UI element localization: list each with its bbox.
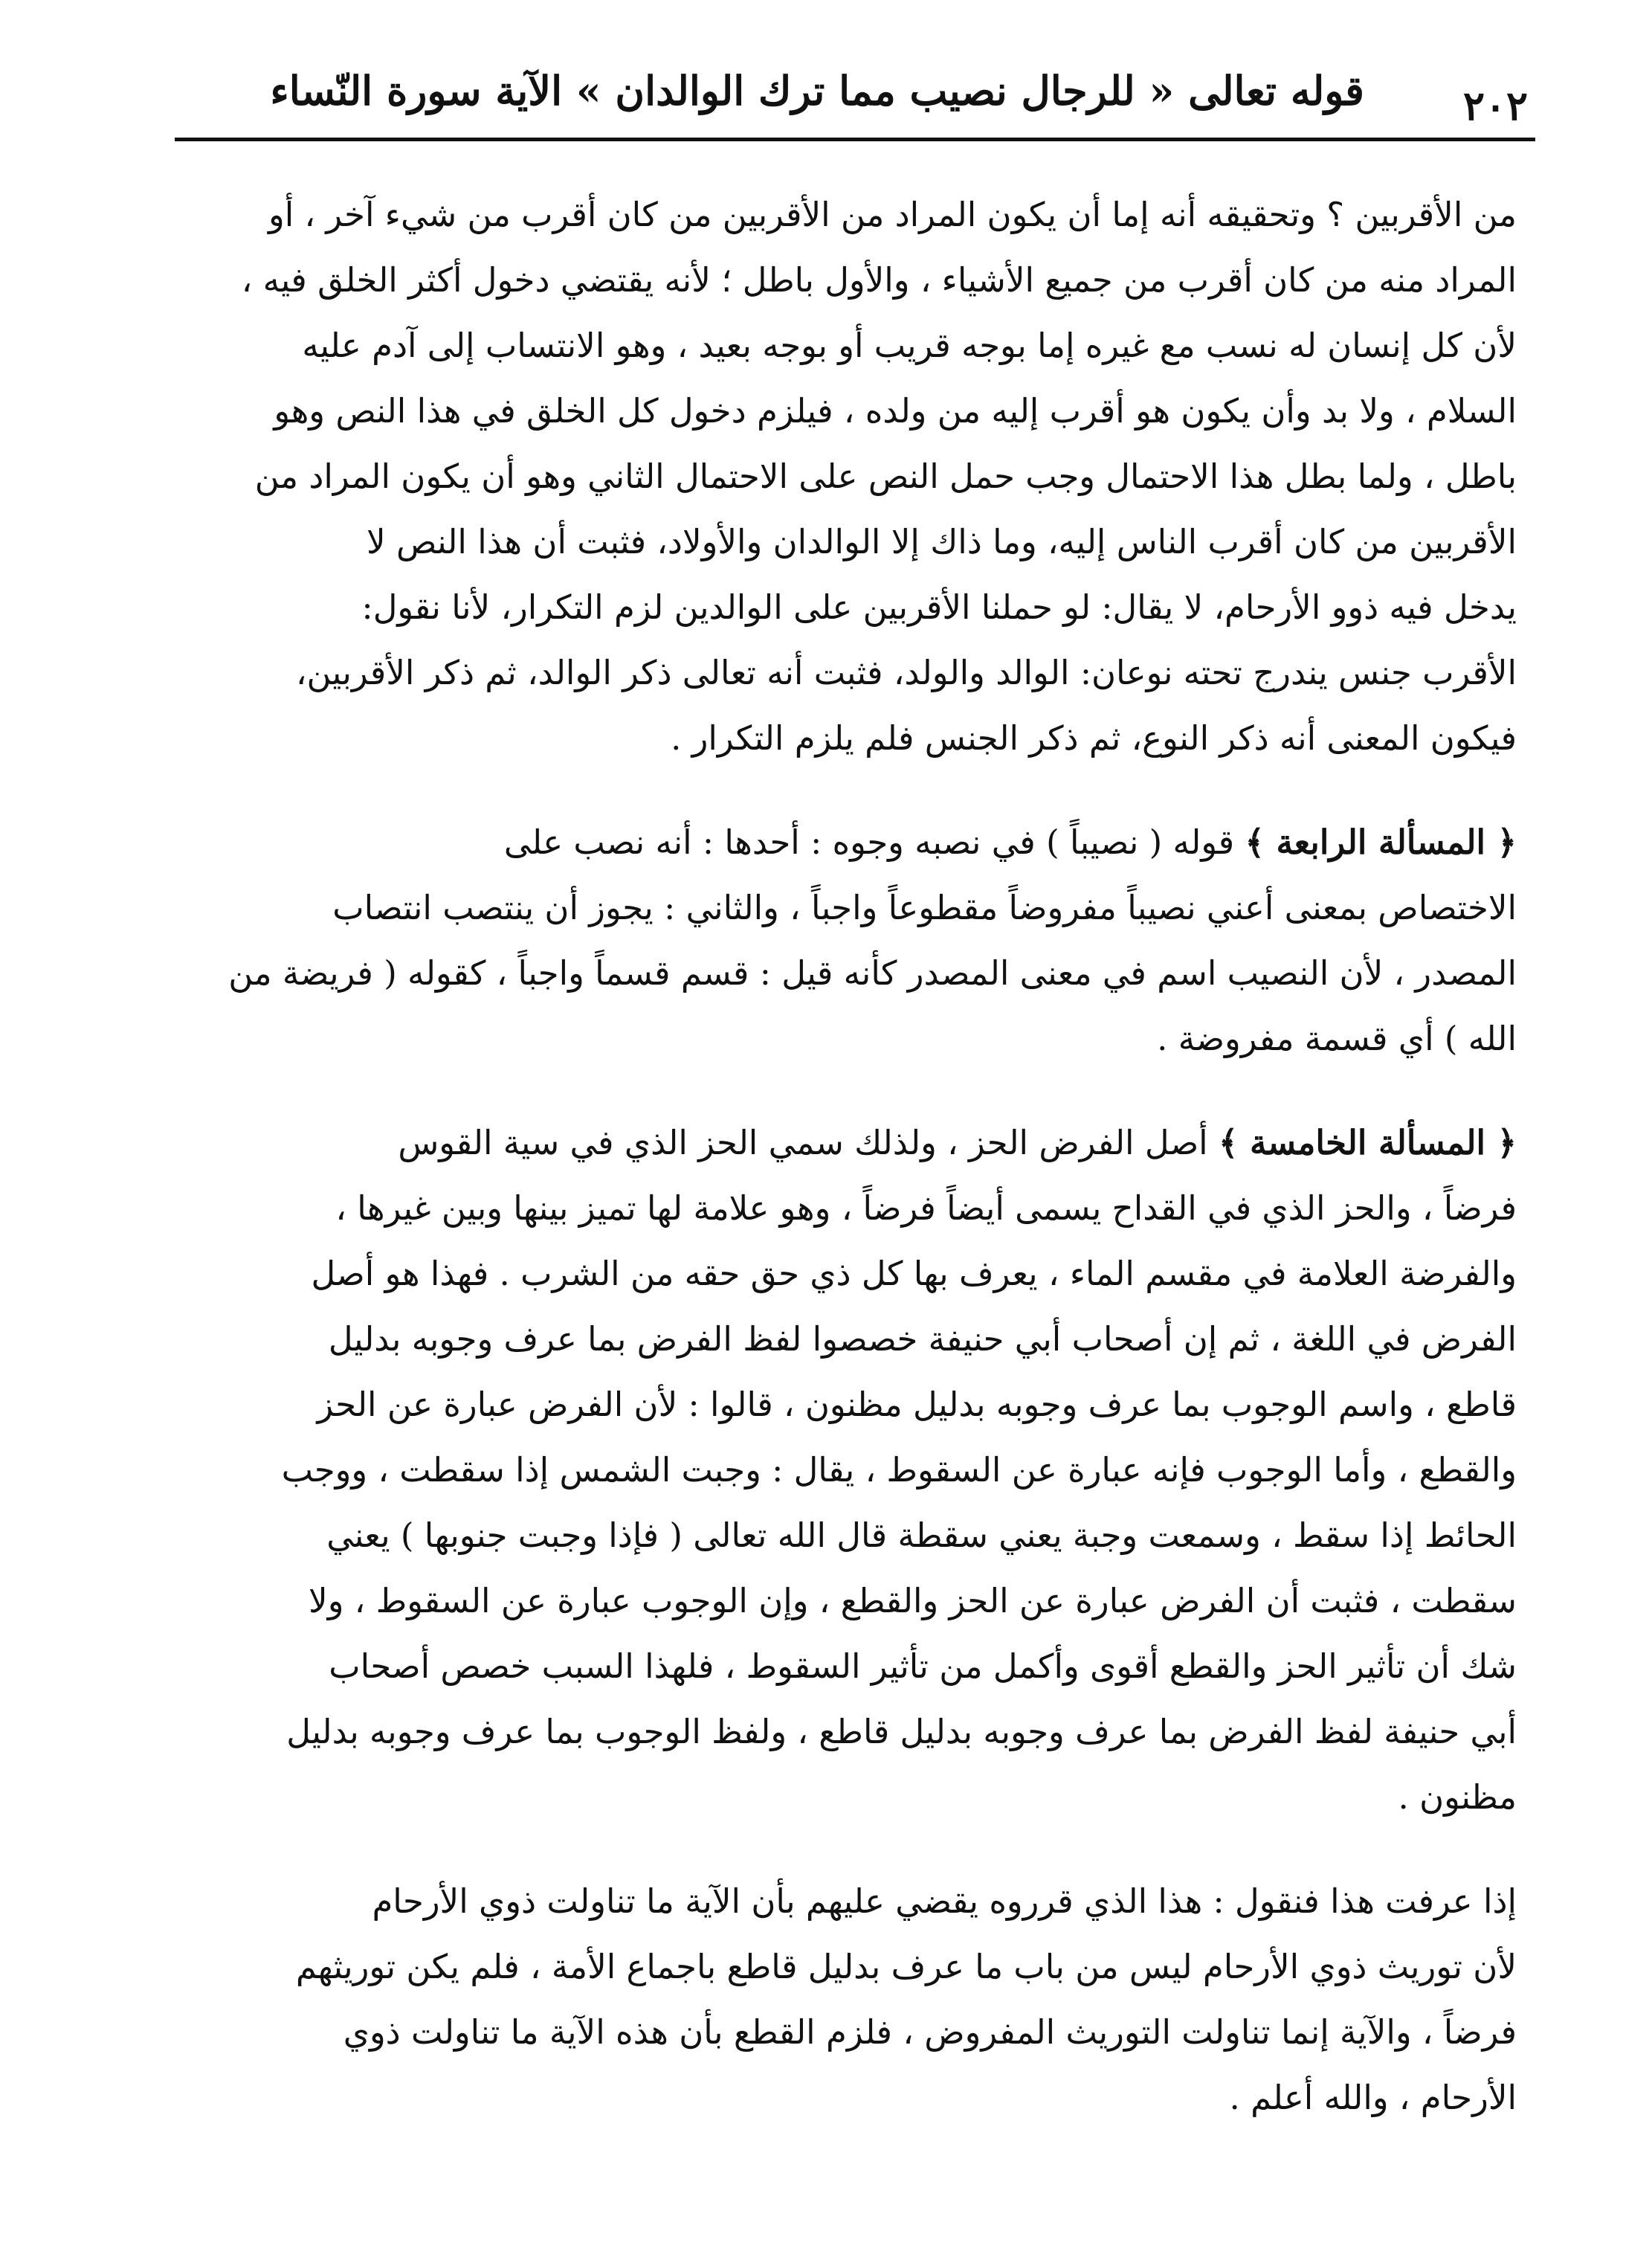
line-text: أصل الفرض الحز ، ولذلك سمي الحز الذي في سية القوس bbox=[398, 1123, 1208, 1162]
text-line: لأن كل إنسان له نسب مع غيره إما بوجه قريب أو بوجه بعيد ، وهو الانتساب إلى آدم عليه bbox=[302, 326, 1517, 365]
text-line bbox=[156, 1110, 1517, 1176]
text-line: لأن توريث ذوي الأرحام ليس من باب ما عرف بدليل قاطع باجماع الأمة ، فلم يكن توريثهم bbox=[295, 1947, 1517, 1986]
header-rule bbox=[175, 138, 1535, 141]
text-line: الاختصاص بمعنى أعني نصيباً مفروضاً مقطوعاً واجباً ، والثاني : يجوز أن ينتصب انتصاب bbox=[332, 888, 1517, 927]
text-line: والفرضة العلامة في مقسم الماء ، يعرف بها كل ذي حق حقه من الشرب . فهذا هو أصل bbox=[311, 1254, 1517, 1293]
paragraph-gap bbox=[156, 771, 1517, 810]
text-line: شك أن تأثير الحز والقطع أقوى وأكمل من تأثير السقوط ، فلهذا السبب خصص أصحاب bbox=[329, 1646, 1517, 1686]
page-header bbox=[175, 52, 1535, 141]
section-title: ﴿ المسألة الخامسة ﴾ bbox=[1218, 1123, 1517, 1162]
text-line: أبي حنيفة لفظ الفرض بما عرف وجوبه بدليل قاطع ، ولفظ الوجوب بما عرف وجوبه بدليل bbox=[286, 1712, 1517, 1751]
text-line: إذا عرفت هذا فنقول : هذا الذي قرروه يقضي عليهم بأن الآية ما تناولت ذوي الأرحام bbox=[372, 1881, 1517, 1921]
text-line: والقطع ، وأما الوجوب فإنه عبارة عن السقوط ، يقال : وجبت الشمس إذا سقطت ، ووجب bbox=[281, 1450, 1517, 1490]
running-title: قوله تعالى « للرجال نصيب مما ترك الوالدان » الآية سورة النّساء bbox=[270, 67, 1364, 115]
text-line: فرضاً ، والحز الذي في القداح يسمى أيضاً فرضاً ، وهو علامة لها تميز بينها وبين غيرها ، bbox=[335, 1188, 1517, 1228]
text-line: قاطع ، واسم الوجوب بما عرف وجوبه بدليل مظنون ، قالوا : لأن الفرض عبارة عن الحز bbox=[317, 1385, 1517, 1424]
text-line: السلام ، ولا بد وأن يكون هو أقرب إليه من ولده ، فيلزم دخول كل الخلق في هذا النص وهو bbox=[274, 391, 1517, 431]
text-line: مظنون . bbox=[1398, 1777, 1517, 1817]
paragraph-gap bbox=[156, 1830, 1517, 1869]
paragraph-3 bbox=[156, 1110, 1517, 1830]
text-line: الفرض في اللغة ، ثم إن أصحاب أبي حنيفة خصصوا لفظ الفرض بما عرف وجوبه بدليل bbox=[328, 1319, 1517, 1359]
body-text bbox=[156, 182, 1517, 2131]
text-line: الله ) أي قسمة مفروضة . bbox=[1157, 1019, 1517, 1058]
text-line: فيكون المعنى أنه ذكر النوع، ثم ذكر الجنس فلم يلزم التكرار . bbox=[671, 718, 1517, 758]
text-line: الحائط إذا سقط ، وسمعت وجبة يعني سقطة قال الله تعالى ( فإذا وجبت جنوبها ) يعني bbox=[326, 1516, 1517, 1555]
text-line: يدخل فيه ذوو الأرحام، لا يقال: لو حملنا الأقربين على الوالدين لزم التكرار، لأنا نقول: bbox=[361, 587, 1517, 627]
text-line: المراد منه من كان أقرب من جميع الأشياء ، والأول باطل ؛ لأنه يقتضي دخول أكثر الخلق فيه ، bbox=[241, 260, 1517, 300]
page-number: ٢٠٢ bbox=[1462, 82, 1528, 129]
text-line: الأرحام ، والله أعلم . bbox=[1229, 2078, 1517, 2117]
text-line: باطل ، ولما بطل هذا الاحتمال وجب حمل النص على الاحتمال الثاني وهو أن يكون المراد من bbox=[254, 457, 1517, 496]
text-line: من الأقربين ؟ وتحقيقه أنه إما أن يكون المراد من الأقربين من كان أقرب من شيء آخر ، أو bbox=[268, 195, 1517, 234]
text-line: فرضاً ، والآية إنما تناولت التوريث المفروض ، فلزم القطع بأن هذه الآية ما تناولت ذوي bbox=[343, 2012, 1517, 2052]
paragraph-2 bbox=[156, 810, 1517, 1072]
paragraph-gap bbox=[156, 1072, 1517, 1110]
text-line: الأقربين من كان أقرب الناس إليه، وما ذاك إلا الوالدان والأولاد، فثبت أن هذا النص لا bbox=[367, 522, 1517, 561]
text-line: سقطت ، فثبت أن الفرض عبارة عن الحز والقطع ، وإن الوجوب عبارة عن السقوط ، ولا bbox=[309, 1581, 1517, 1620]
text-line: الأقرب جنس يندرج تحته نوعان: الوالد والولد، فثبت أنه تعالى ذكر الوالد، ثم ذكر الأقربين، bbox=[296, 653, 1517, 692]
paragraph-4 bbox=[156, 1869, 1517, 2131]
text-line: المصدر ، لأن النصيب اسم في معنى المصدر كأنه قيل : قسم قسماً واجباً ، كقوله ( فريضة من bbox=[228, 953, 1517, 993]
section-title: ﴿ المسألة الرابعة ﴾ bbox=[1245, 822, 1517, 862]
paragraph-1 bbox=[156, 182, 1517, 771]
line-text: قوله ( نصيباً ) في نصبه وجوه : أحدها : أنه نصب على bbox=[503, 822, 1235, 862]
text-line bbox=[156, 810, 1517, 875]
